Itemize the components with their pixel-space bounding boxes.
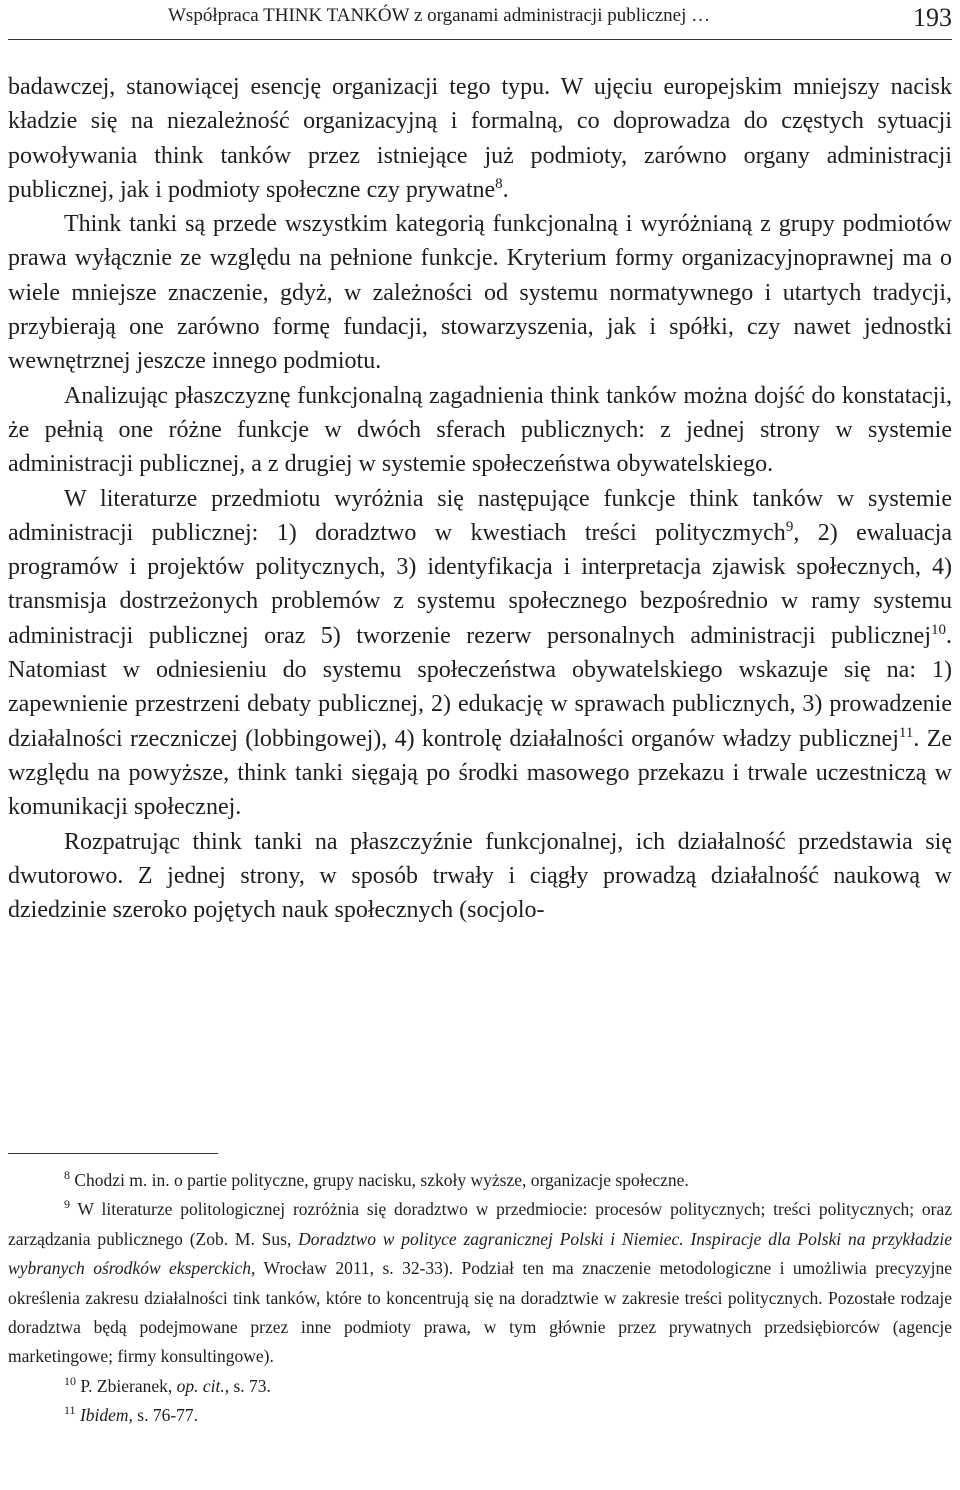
footnote-11-ital: Ibidem, — [75, 1405, 133, 1426]
footnote-ref-11: 11 — [898, 724, 914, 741]
paragraph-5: Rozpatrując think tanki na płaszczyźnie funkcjonalnej, ich działalność przedstawia się dwutorowo. Z jednej strony, w sposób trwały i ciągły prowadzą działalność naukową w dziedzinie szeroko pojętych nauk społecznych (socjolo- — [8, 828, 952, 924]
paragraph-4-text-a: W literaturze przedmiotu wyróżnia się następujące funkcje think tanków w systemie administracji publicznej: 1) doradztwo w kwestiach treści polityczmych — [8, 485, 952, 546]
footnote-9-book-title: Doradztwo w polityce zagranicznej Polski i Niemiec. Inspiracje dla Polski na przykładzie wybranych ośrodków eksperckich, — [8, 1228, 952, 1279]
footnote-ref-10: 10 — [931, 621, 946, 638]
footnote-ref-9: 9 — [785, 518, 794, 535]
footnote-10 — [8, 1372, 952, 1401]
footnote-9-number: 9 — [64, 1197, 70, 1212]
page-number: 193 — [913, 3, 952, 32]
footnote-10-text-a: P. Zbieranek, — [76, 1375, 177, 1396]
footnote-10-number: 10 — [64, 1373, 76, 1388]
footnote-10-ital: op. cit., — [176, 1375, 230, 1396]
footnote-9-text-b: Wrocław 2011, s. 32-33). Podział ten ma znaczenie metodologiczne i umożliwia precyzyjne określenia zakresu działalności tink tanków, które to koncentrują się na doradztwie w zakresie treści politycznych. Pozostałe rodzaje doradztwa będą podejmowane przez inne podmioty prawa, w tym głównie przez prywatnych przedsiębiorców (agencje marketingowe; firmy konsultingowe). — [8, 1258, 952, 1367]
paragraph-4-text-c: . Natomiast w odniesieniu do systemu społeczeństwa obywatelskiego wskazuje się na: 1) zapewnienie przestrzeni debaty publicznej, 2) edukację w sprawach publicznych, 3) prowadzenie działalności rzeczniczej (lobbingowej), 4) kontrolę działalności organów władzy publicznej — [8, 622, 952, 752]
footnote-8-number: 8 — [64, 1168, 70, 1182]
footnotes — [8, 1166, 952, 1431]
footnote-9-text-a: W literaturze politologicznej rozróżnia się doradztwo w przedmiocie: procesów politycznych; treści politycznych; oraz zarządzania publicznego (Zob. M. Sus, — [8, 1199, 952, 1249]
footnote-8-text: Chodzi m. in. o partie polityczne, grupy nacisku, szkoły wyższe, organizacje społeczne. — [74, 1170, 689, 1190]
running-header — [8, 5, 952, 35]
footnote-rule — [8, 1153, 218, 1154]
paragraph-4 — [8, 482, 952, 825]
body-text — [8, 70, 952, 927]
paragraph-4-text-d: . Ze względu na powyższe, think tanki sięgają po środki masowego przekazu i trwale uczestniczą w komunikacji społecznej. — [8, 725, 953, 821]
paragraph-3: Analizując płaszczyznę funkcjonalną zagadnienia think tanków można dojść do konstatacji, że pełnią one różne funkcje w dwóch sferach publicznych: z jednej strony w systemie administracji publicznej, a z drugiej w systemie społeczeństwa obywatelskiego. — [8, 382, 952, 478]
paragraph-4-text-b: , 2) ewaluacja programów i projektów politycznych, 3) identyfikacja i interpretacja zjawisk społecznych, 4) transmisja dostrzeżonych problemów z systemu społecznego bezpośrednio w ramy systemu administracji publicznej oraz 5) tworzenie rezerw personalnych administracji publicznej — [8, 519, 953, 649]
footnote-11 — [8, 1401, 952, 1430]
footnote-9 — [8, 1195, 952, 1371]
footnote-10-text-b: s. 73. — [229, 1375, 271, 1396]
paragraph-1-text: badawczej, stanowiącej esencję organizacji tego typu. W ujęciu europejskim mniejszy nacisk kładzie się na niezależność organizacyjną i formalną, co doprowadza do częstych sytuacji powoływania think tanków przez istniejące już podmioty, zarówno organy administracji publicznej, jak i podmioty społeczne czy prywatne — [8, 74, 952, 203]
running-header-title: Współpraca THINK TANKÓW z organami administracji publicznej … — [168, 5, 711, 26]
header-rule — [8, 39, 952, 40]
paragraph-1: badawczej, stanowiącej esencję organizacji tego typu. W ujęciu europejskim mniejszy nacisk kładzie się na niezależność organizacyjną i formalną, co doprowadza do częstych sytuacji powoływania think tanków przez istniejące już podmioty, zarówno organy administracji publicznej, jak i podmioty społeczne czy prywatne$^8$. — [8, 74, 952, 203]
footnote-11-number: 11 — [64, 1403, 76, 1418]
footnote-ref-8: 8 — [495, 175, 503, 192]
paragraph-2: Think tanki są przede wszystkim kategorią funkcjonalną i wyróżnianą z grupy podmiotów prawa wyłącznie ze względu na pełnione funkcje. Kryterium formy organizacyjnoprawnej ma o wiele mniejsze znaczenie, gdyż, w zależności od systemu normatywnego i utartych tradycji, przybierają one zarówno formę fundacji, stowarzyszenia, jak i spółki, czy nawet jednostki wewnętrznej jeszcze innego podmiotu. — [8, 211, 952, 375]
footnote-8 — [8, 1166, 952, 1195]
footnote-11-text-b: s. 76-77. — [132, 1405, 199, 1426]
